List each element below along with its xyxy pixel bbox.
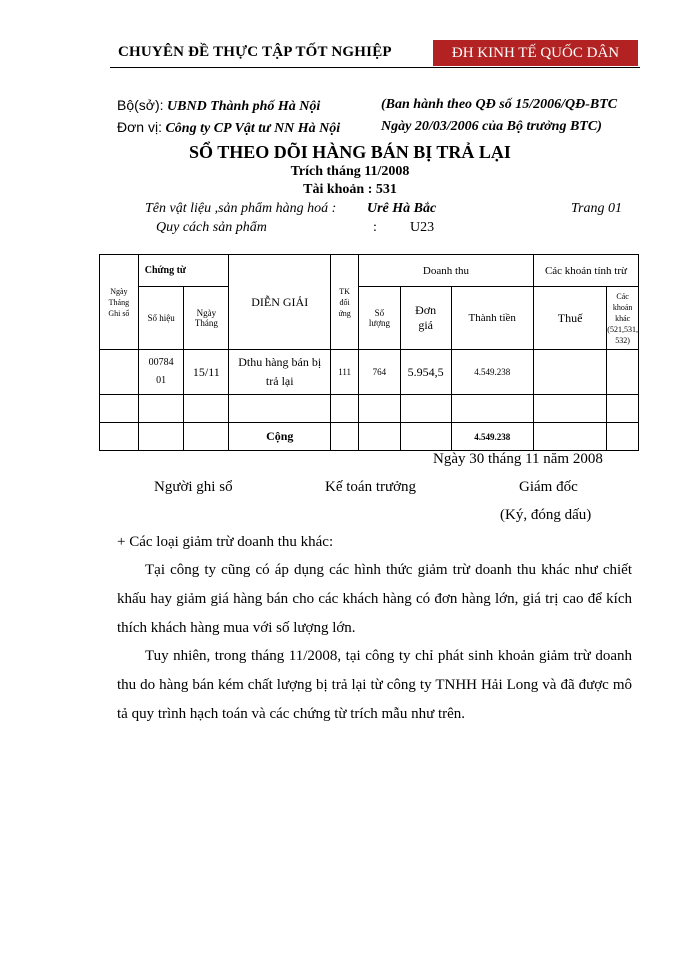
col-chung-tu-header: Chứng từ — [138, 255, 228, 287]
signature-nguoi-ghi-so: Người ghi sổ — [154, 479, 233, 495]
header-university-badge: ĐH KINH TẾ QUỐC DÂN — [433, 40, 638, 66]
header-divider — [110, 67, 640, 68]
col-so-hieu-header: Số hiệu — [138, 287, 184, 350]
meta-donvi-value: Công ty CP Vật tư NN Hà Nội — [165, 121, 341, 136]
cell-text: trả lại — [265, 374, 294, 388]
meta-bo-label: Bộ(sở): — [117, 97, 164, 113]
ledger-account: Tài khoản : 531 — [303, 182, 397, 197]
empty-cell — [331, 423, 359, 451]
col-ngay-ghi-so-header — [100, 255, 139, 350]
cell-ngay-thang: 15/11 — [184, 350, 229, 395]
page-number — [571, 201, 622, 217]
spec-separator: : — [373, 220, 377, 235]
meta-bo-line — [117, 97, 320, 115]
meta-ref-line2: Ngày 20/03/2006 của Bộ trưởng BTC) — [381, 119, 602, 134]
empty-cell — [359, 395, 401, 423]
header-text: lượng — [368, 318, 390, 328]
product-name-label: Tên vật liệu ,sản phẩm hàng hoá : — [145, 201, 337, 216]
header-text: ứng — [338, 308, 351, 318]
empty-cell — [359, 423, 401, 451]
meta-donvi-line — [117, 119, 340, 137]
meta-bo-value: UBND Thành phố Hà Nội — [167, 99, 321, 114]
empty-cell — [607, 423, 639, 451]
cell-ngay-ghi-so — [100, 350, 139, 395]
header-text: Ngày — [110, 286, 128, 296]
empty-cell — [138, 423, 184, 451]
ledger-subtitle: Trích tháng 11/2008 — [290, 164, 410, 179]
col-doanh-thu-header: Doanh thu — [359, 255, 534, 287]
empty-cell — [400, 395, 451, 423]
total-label: Cộng — [229, 423, 331, 451]
cell-don-gia: 5.954,5 — [400, 350, 451, 395]
col-thanh-tien-header: Thành tiền — [451, 287, 533, 350]
cell-tk: 111 — [331, 350, 359, 395]
cell-so-hieu — [138, 350, 184, 395]
header-text: 532) — [615, 335, 630, 345]
header-text: khác — [615, 313, 631, 323]
spec-label: Quy cách sản phẩm — [156, 220, 267, 235]
table-header-row-2 — [100, 287, 639, 350]
spec-value: U23 — [410, 220, 435, 235]
col-cac-khoan-header: Các khoản tính trừ — [533, 255, 638, 287]
col-tk-header — [331, 255, 359, 350]
empty-cell — [184, 423, 229, 451]
cell-text: 01 — [156, 375, 167, 386]
cell-text: Dthu hàng bán bị — [238, 355, 322, 369]
empty-cell — [100, 395, 139, 423]
empty-cell — [607, 395, 639, 423]
empty-cell — [100, 423, 139, 451]
signature-ke-toan-truong: Kế toán trưởng — [325, 479, 417, 495]
col-dien-giai-header: DIỄN GIẢI — [229, 255, 331, 350]
ledger-title: SỔ THEO DÕI HÀNG BÁN BỊ TRẢ LẠI — [189, 142, 511, 162]
product-name-value: Urê Hà Bắc — [367, 201, 437, 216]
header-text: Tháng — [194, 318, 218, 328]
cell-thue — [533, 350, 606, 395]
empty-cell — [138, 395, 184, 423]
total-thanh-tien: 4.549.238 — [451, 423, 533, 451]
meta-ref-line1: (Ban hành theo QĐ số 15/2006/QĐ-BTC — [381, 97, 618, 112]
signature-ky-dong-dau: (Ký, đóng dấu) — [500, 507, 592, 523]
header-text: Ghi sổ — [108, 308, 130, 318]
header-text: Số — [374, 308, 385, 318]
col-so-luong-header — [359, 287, 401, 350]
cell-khac — [607, 350, 639, 395]
returned-goods-table — [99, 254, 639, 451]
empty-cell — [229, 395, 331, 423]
header-text: giá — [418, 318, 433, 332]
col-thue-header: Thuế — [533, 287, 606, 350]
table-row — [100, 350, 639, 395]
empty-cell — [451, 395, 533, 423]
signature-giam-doc: Giám đốc — [519, 479, 578, 495]
empty-cell — [400, 423, 451, 451]
table-row-empty — [100, 395, 639, 423]
cell-text: 00784 — [148, 357, 174, 368]
col-ngay-thang-header — [184, 287, 229, 350]
table-total-row — [100, 423, 639, 451]
section-heading: + Các loại giảm trừ doanh thu khác: — [117, 534, 334, 550]
cell-thanh-tien: 4.549.238 — [451, 350, 533, 395]
col-don-gia-header — [400, 287, 451, 350]
header-text: đối — [339, 297, 350, 307]
cell-dien-giai — [229, 350, 331, 395]
meta-donvi-label: Đơn vị: — [117, 119, 162, 135]
header-text: (521,531, — [607, 324, 638, 334]
table-header-row-1 — [100, 255, 639, 287]
signature-date: Ngày 30 tháng 11 năm 2008 — [433, 451, 603, 467]
empty-cell — [533, 395, 606, 423]
empty-cell — [331, 395, 359, 423]
paragraph-1: Tại công ty cũng có áp dụng các hình thức giảm trừ doanh thu khác như chiết khấu hay giảm giá hàng bán cho các khách hàng có đơn hàng lớn, giá trị cao để kích thích khách hàng mua với số lượng lớn. — [117, 562, 632, 636]
paragraph-2: Tuy nhiên, trong tháng 11/2008, tại công ty chỉ phát sinh khoản giảm trừ doanh thu do hàng bán kém chất lượng bị trả lại từ công ty TNHH Hải Long và đã được mô tả quy trình hạch toán và các chứng từ trích mẫu như trên. — [117, 648, 632, 722]
header-title: CHUYÊN ĐỀ THỰC TẬP TỐT NGHIỆP — [118, 44, 392, 60]
cell-so-luong: 764 — [359, 350, 401, 395]
header-text: Tháng — [108, 297, 130, 307]
col-khac-header — [607, 287, 639, 350]
header-text: Ngày — [196, 308, 217, 318]
header-text: TK — [339, 286, 350, 296]
header-text: Các khoản — [612, 291, 633, 312]
empty-cell — [533, 423, 606, 451]
empty-cell — [184, 395, 229, 423]
header-text: Đơn — [415, 303, 437, 317]
page-number-text: Trang 01 — [571, 201, 622, 216]
